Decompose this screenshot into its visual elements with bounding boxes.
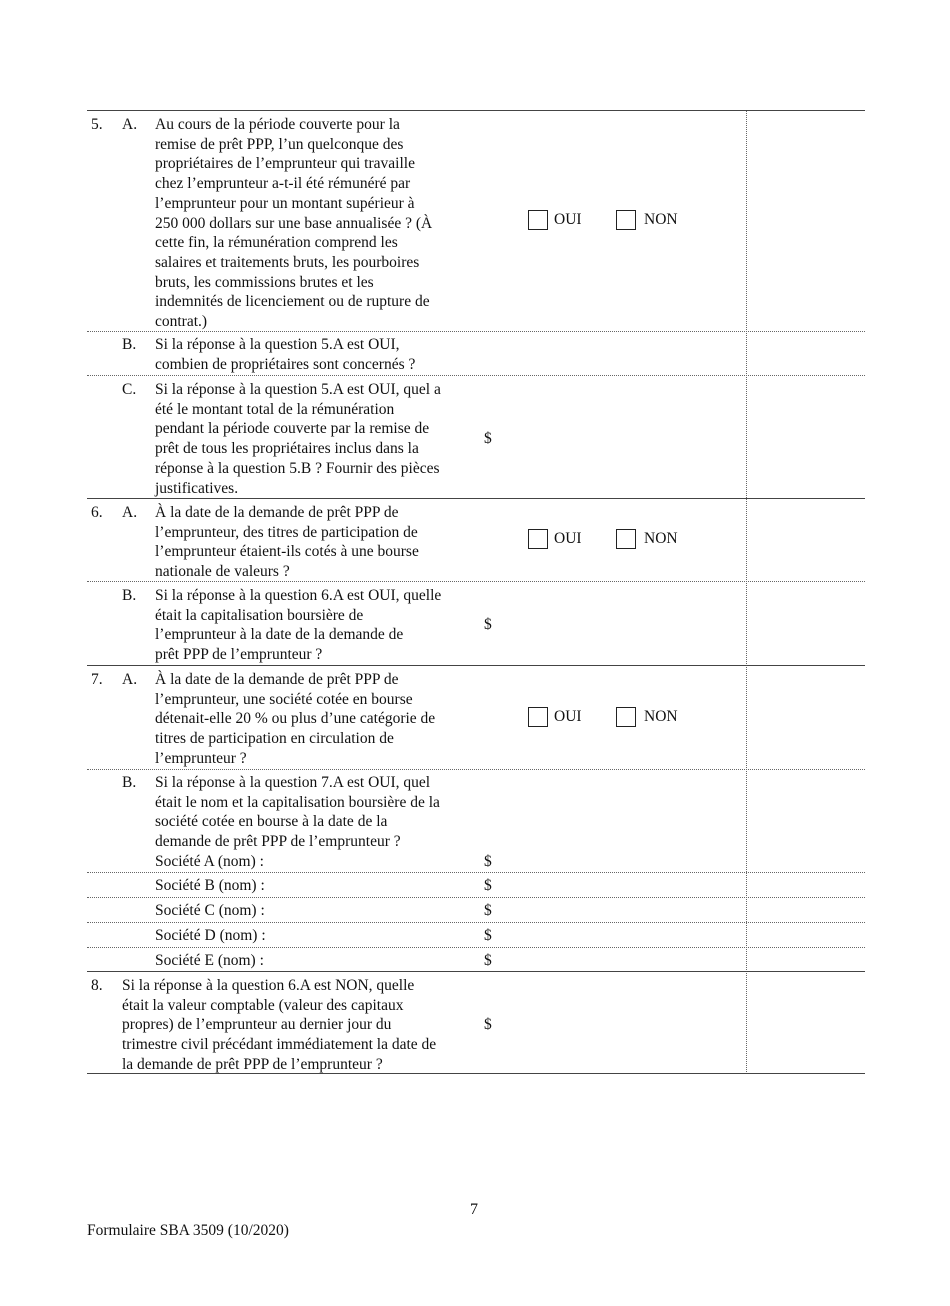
dollar-sign: $: [484, 1016, 492, 1033]
oui-label: OUI: [554, 211, 582, 228]
form-footer: Formulaire SBA 3509 (10/2020): [87, 1222, 289, 1239]
non-checkbox[interactable]: [616, 529, 636, 549]
question-letter: B.: [122, 336, 137, 353]
non-checkbox[interactable]: [616, 210, 636, 230]
question-letter: B.: [122, 774, 137, 791]
dollar-sign: $: [484, 902, 492, 919]
question-text: À la date de la demande de prêt PPP de l’emprunteur, des titres de participation de l’emprunteur étaient-ils cotés à une bourse nationale de valeurs ?: [155, 504, 419, 581]
company-row: [87, 947, 865, 971]
question-number: 5.: [91, 116, 103, 133]
dollar-sign: $: [484, 616, 492, 633]
company-label: Société D (nom) :: [155, 927, 266, 944]
question-7a-row: [87, 665, 865, 769]
question-letter: A.: [122, 671, 138, 688]
question-text: Au cours de la période couverte pour la remise de prêt PPP, l’un quelconque des propriétaires de l’emprunteur qui travaille chez l’emprunteur a-t-il été rémunéré par l’emprunteur pour un montant supérieur à 250 000 dollars sur une base annualisée ? (À cette fin, la rémunération comprend les salaires et traitements bruts, les pourboires bruts, les commissions brutes et les indemnités de licenciement ou de rupture de contrat.): [155, 116, 433, 331]
question-letter: C.: [122, 381, 137, 398]
question-letter: A.: [122, 116, 138, 133]
non-label: NON: [644, 530, 678, 547]
question-number: 7.: [91, 671, 103, 688]
dollar-sign: $: [484, 927, 492, 944]
question-text: Si la réponse à la question 6.A est OUI, quelle était la capitalisation boursière de l’emprunteur à la date de la demande de prêt PPP de l’emprunteur ?: [155, 587, 442, 664]
question-text: Si la réponse à la question 7.A est OUI, quel était le nom et la capitalisation boursière de la société cotée en bourse à la date de la demande de prêt PPP de l’emprunteur ? Société A (nom) :: [155, 773, 480, 872]
question-text: Si la réponse à la question 6.A est NON, quelle était la valeur comptable (valeur des capitaux propres) de l’emprunteur au dernier jour du trimestre civil précédant immédiatement la date de la demande de prêt PPP de l’emprunteur ?: [122, 977, 437, 1073]
oui-label: OUI: [554, 708, 582, 725]
company-label: Société A (nom) :: [155, 852, 264, 870]
company-label: Société C (nom) :: [155, 902, 265, 919]
non-label: NON: [644, 708, 678, 725]
non-checkbox[interactable]: [616, 707, 636, 727]
dollar-sign: $: [484, 853, 492, 870]
page-number: 7: [470, 1201, 478, 1218]
question-5a-row: [87, 110, 865, 331]
dollar-sign: $: [484, 877, 492, 894]
company-label: Société B (nom) :: [155, 877, 265, 894]
question-6a-row: [87, 498, 865, 581]
question-7b-row: [87, 769, 865, 872]
question-6b-row: [87, 581, 865, 665]
oui-checkbox[interactable]: [528, 529, 548, 549]
question-letter: B.: [122, 587, 137, 604]
oui-label: OUI: [554, 530, 582, 547]
non-label: NON: [644, 211, 678, 228]
question-5b-row: [87, 331, 865, 375]
company-row: [87, 897, 865, 922]
dollar-sign: $: [484, 952, 492, 969]
dollar-sign: $: [484, 430, 492, 447]
company-row: [87, 922, 865, 947]
question-8-row: [87, 971, 865, 1073]
question-text: Si la réponse à la question 5.A est OUI, combien de propriétaires sont concernés ?: [155, 336, 416, 373]
company-row: [87, 872, 865, 897]
question-text: Si la réponse à la question 5.A est OUI, quel a été le montant total de la rémunération pendant la période couverte par la remise de prêt de tous les propriétaires inclus dans la réponse à la question 5.B ? Fournir des pièces justificatives.: [155, 381, 441, 497]
question-text: À la date de la demande de prêt PPP de l’emprunteur, une société cotée en bourse détenait-elle 20 % ou plus d’une catégorie de titres de participation en circulation de l’emprunteur ?: [155, 671, 436, 767]
company-label: Société E (nom) :: [155, 952, 264, 969]
question-letter: A.: [122, 504, 138, 521]
question-number: 8.: [91, 977, 103, 994]
table-bottom-border: [87, 1073, 865, 1074]
oui-checkbox[interactable]: [528, 210, 548, 230]
question-5c-row: [87, 375, 865, 498]
oui-checkbox[interactable]: [528, 707, 548, 727]
question-number: 6.: [91, 504, 103, 521]
